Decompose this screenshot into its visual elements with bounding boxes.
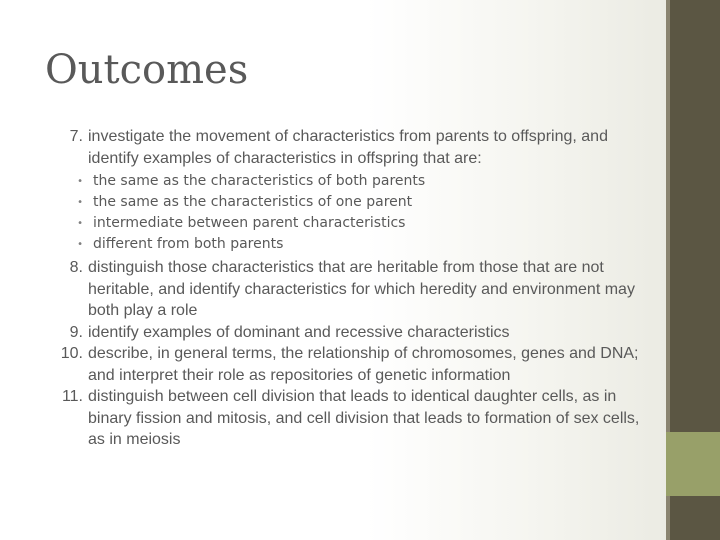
list-item-7 — [49, 126, 659, 169]
item-text: distinguish those characteristics that are heritable from those that are not heritable, and identify characteristics for which heredity and environment may both play a role — [88, 259, 635, 319]
list-item-11 — [49, 386, 659, 451]
item-text: identify examples of dominant and recessive characteristics — [88, 323, 510, 341]
sub-bullet-list — [49, 171, 659, 255]
sub-bullet-item — [49, 213, 659, 234]
sub-bullet-text: different from both parents — [93, 236, 284, 252]
bullet-icon: • — [77, 218, 83, 229]
bullet-icon: • — [77, 239, 83, 250]
item-text: describe, in general terms, the relationship of chromosomes, genes and DNA; and interpret their role as repositories of genetic information — [88, 345, 639, 384]
sub-bullet-item — [49, 234, 659, 255]
item-number: 8. — [69, 259, 83, 276]
item-text: investigate the movement of characteristics from parents to offspring, and identify examples of characteristics in offspring that are: — [88, 128, 608, 167]
list-item-10 — [49, 343, 659, 386]
sub-bullet-text: the same as the characteristics of both parents — [93, 173, 426, 189]
sub-bullet-text: intermediate between parent characteristics — [93, 215, 406, 231]
bullet-icon: • — [77, 197, 83, 208]
item-text: distinguish between cell division that leads to identical daughter cells, as in binary fission and mitosis, and cell division that leads to formation of sex cells, as in meiosis — [88, 388, 640, 448]
item-text-block — [85, 126, 659, 169]
item-number: 9. — [69, 323, 83, 341]
item-number: 7. — [69, 128, 83, 145]
list-item-9 — [49, 322, 659, 344]
item-number: 11. — [61, 388, 83, 405]
slide-title: Outcomes — [45, 47, 249, 93]
accent-block — [666, 432, 720, 496]
bullet-icon: • — [77, 176, 83, 187]
sub-bullet-item — [49, 192, 659, 213]
sub-bullet-item — [49, 171, 659, 192]
item-number: 10. — [60, 345, 83, 362]
outcomes-list — [49, 126, 659, 451]
sub-bullet-text: the same as the characteristics of one parent — [93, 194, 413, 210]
list-item-8 — [49, 257, 659, 322]
